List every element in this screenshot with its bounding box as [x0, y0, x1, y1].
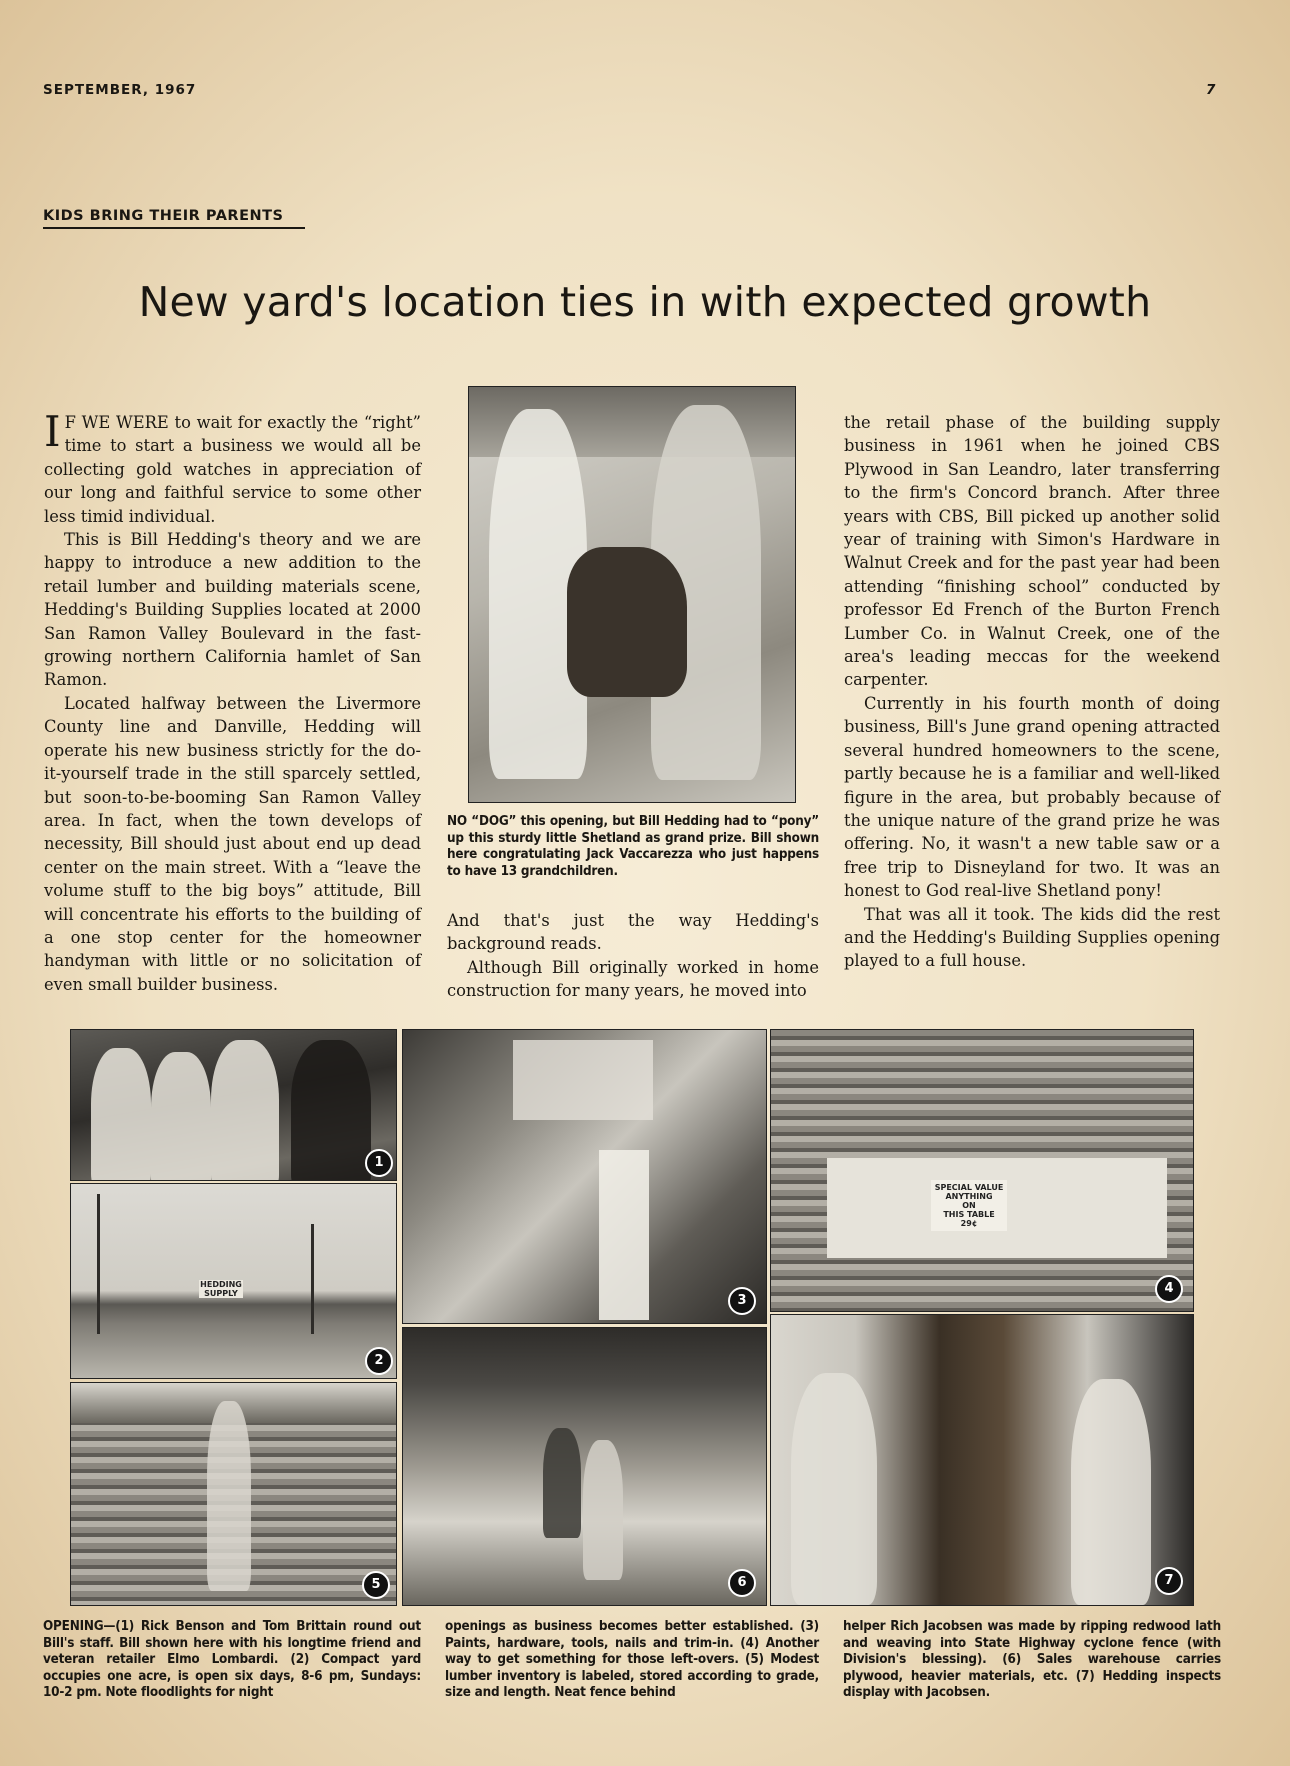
store-sign: HEDDING SUPPLY [200, 1280, 242, 1298]
paragraph: the retail phase of the building supply business in 1961 when he joined CBS Plywood in San Leandro, later transferring to the firm's Concord branch. After three years with CBS, Bill picked up another solid year of training with Simon's Hardware in Walnut Creek and for the past year had been attending “finishing school” conducted by professor Ed French of the Burton French Lumber Co. in Walnut Creek, one of the area's leading meccas for the weekend carpenter. [844, 413, 1220, 690]
customer-figure [543, 1428, 581, 1538]
caption-text: grandchildren. [516, 863, 618, 879]
staff-figure [291, 1040, 371, 1181]
special-value-sign [931, 1180, 1007, 1231]
bottom-caption-col-1 [43, 1619, 421, 1702]
paragraph: And that's just the way Hedding's background reads. [447, 911, 819, 954]
photo-6-warehouse [402, 1327, 767, 1606]
photo-number-badge: 6 [728, 1569, 756, 1597]
bottom-caption-col-3: helper Rich Jacobsen was made by ripping redwood lath and weaving into State Highway cyclone fence (with Division's blessing). (6) Sales warehouse carries plywood, heavier materials, etc. (7) Hedding inspects display with Jacobsen. [843, 1619, 1221, 1700]
article-kicker: KIDS BRING THEIR PARENTS [43, 208, 305, 229]
sign-line: SPECIAL VALUE [934, 1183, 1004, 1192]
photo-number-badge: 2 [365, 1347, 393, 1375]
paragraph: This is Bill Hedding's theory and we are happy to introduce a new addition to the retail lumber and building materials scene, Hedding's Building Supplies located at 2000 San Ramon Valley Boulevard in the fast-growing northern California hamlet of San Ramon. [44, 530, 421, 690]
photo-number-badge: 1 [365, 1149, 393, 1177]
paragraph: Currently in his fourth month of doing business, Bill's June grand opening attracted several hundred homeowners to the scene, partly because he is a familiar and well-liked figure in the area, but probably because of the unique nature of the grand prize he was offering. No, it wasn't a new table saw or a free trip to Disneyland for two. It was an honest to God real-live Shetland pony! [844, 693, 1220, 901]
photo-number-badge: 5 [362, 1571, 390, 1599]
floodlight-pole [311, 1224, 314, 1334]
pony-photo [468, 386, 796, 803]
pony-caption [447, 814, 819, 880]
sign-line: 29¢ [960, 1219, 978, 1228]
paragraph: Although Bill originally worked in home construction for many years, he moved into [447, 957, 819, 1001]
photo-2-yard [70, 1183, 397, 1379]
photo-5-lumber-racks [70, 1382, 397, 1606]
grandchildren-count: 13 [500, 863, 517, 879]
photo-4-bargain-table [770, 1029, 1194, 1312]
article-column-1 [44, 407, 421, 996]
staff-figure [91, 1048, 151, 1181]
caption-lead: OPENING— [43, 1619, 116, 1634]
floodlight-pole [97, 1194, 100, 1334]
photo-number-badge: 4 [1155, 1275, 1183, 1303]
pony-figure [567, 547, 687, 697]
issue-date: SEPTEMBER, 1967 [43, 82, 197, 98]
article-headline: New yard's location ties in with expected growth [138, 278, 1152, 326]
pegboard-display [513, 1040, 653, 1120]
paragraph: F WE WERE to wait for exactly the “right” time to start a business we would all be collecting gold watches in appreciation of our long and faithful service to some other less timid individual. [44, 413, 421, 526]
bottom-caption-col-2: openings as business becomes better established. (3) Paints, hardware, tools, nails and trim-in. (4) Another way to get something for those left-overs. (5) Modest lumber inventory is labeled, stored according to grade, size and length. Neat fence behind [445, 1619, 819, 1700]
jacobsen-figure [1071, 1379, 1151, 1605]
drop-cap: I [44, 407, 61, 456]
staff-figure [211, 1040, 279, 1181]
photo-number-badge: 3 [728, 1287, 756, 1315]
customer-figure [583, 1440, 623, 1580]
article-column-2 [447, 909, 819, 1003]
photo-7-inspection [770, 1314, 1194, 1606]
paragraph: That was all it took. The kids did the rest and the Hedding's Building Supplies opening played to a full house. [844, 904, 1220, 971]
photo-3-store-interior [402, 1029, 767, 1324]
article-column-3 [844, 411, 1220, 973]
sign-line: ON [962, 1201, 976, 1210]
helper-figure [207, 1401, 251, 1591]
photo-number-badge: 7 [1155, 1567, 1183, 1595]
photo-1-staff [70, 1029, 397, 1181]
page-number: 7 [1206, 82, 1217, 98]
caption-lead: NO “DOG” [447, 814, 517, 829]
hedding-figure [791, 1373, 877, 1605]
paragraph: Located halfway between the Livermore County line and Danville, Hedding will operate his new business strictly for the do-it-yourself trade in the still sparcely settled, but soon-to-be-booming San Ramon Valley area. In fact, when the town develops of necessity, Bill should just about end up dead center on the main street. With a “leave the volume stuff to the big boys” attitude, Bill will concentrate his efforts to the building of a one stop center for the homeowner handyman with little or no solicitation of even small builder business. [44, 693, 421, 994]
caption-text: this opening, but Bill Hedding had to “pony” up this sturdy little Shetland as grand prize. Bill shown here congratulating Jack Vaccarezza who just happens to have [447, 814, 819, 879]
caption-text: (1) Rick Benson and Tom Brittain round out Bill's staff. Bill shown here with his longtime friend and veteran retailer Elmo Lombardi. (2) Compact yard occupies one acre, is open six days, 8-6 pm, Sundays: 10-2 pm. Note floodlights for night [43, 1619, 421, 1700]
staff-figure [151, 1052, 211, 1181]
sign-line: THIS TABLE [943, 1210, 995, 1219]
paint-display [599, 1150, 649, 1320]
sign-line: ANYTHING [945, 1192, 993, 1201]
